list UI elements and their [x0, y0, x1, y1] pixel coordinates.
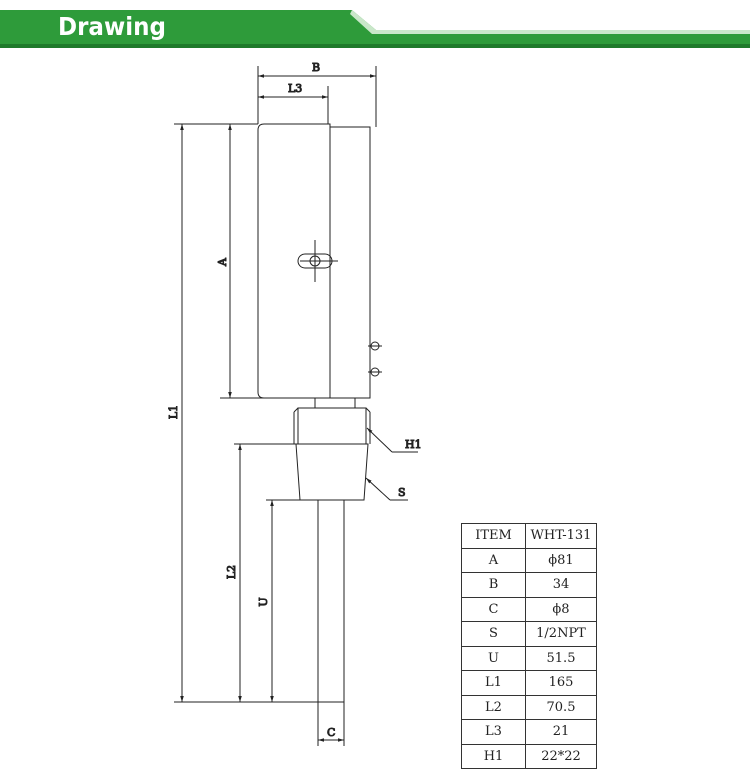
table-cell-item: L3 — [462, 720, 526, 745]
table-row — [462, 695, 597, 720]
dimension-u — [266, 500, 300, 702]
table-cell-value: 22*22 — [526, 744, 597, 769]
label-l1: L1 — [167, 404, 180, 420]
label-l2: L2 — [225, 564, 238, 580]
table-row — [462, 622, 597, 647]
page-title: Drawing — [58, 12, 166, 41]
dimension-l2 — [234, 444, 296, 702]
dimension-a — [220, 124, 298, 398]
table-cell-value: 34 — [526, 573, 597, 598]
table-cell-item: C — [462, 597, 526, 622]
spec-table — [461, 523, 597, 769]
header-item: ITEM — [462, 524, 526, 549]
table-cell-value: 1/2NPT — [526, 622, 597, 647]
label-l3: L3 — [288, 82, 303, 95]
table-row — [462, 744, 597, 769]
table-cell-value: 51.5 — [526, 646, 597, 671]
dimension-c — [318, 702, 344, 746]
reset-knob-icon — [298, 240, 338, 282]
dimension-l1 — [174, 124, 318, 702]
table-row — [462, 720, 597, 745]
hex-nut — [294, 398, 370, 444]
table-row — [462, 646, 597, 671]
table-cell-item: S — [462, 622, 526, 647]
table-cell-item: U — [462, 646, 526, 671]
table-row — [462, 573, 597, 598]
table-row — [462, 548, 597, 573]
table-cell-value: ϕ8 — [526, 597, 597, 622]
label-s: S — [398, 486, 406, 499]
label-h1: H1 — [405, 438, 422, 451]
table-cell-item: B — [462, 573, 526, 598]
table-cell-item: L1 — [462, 671, 526, 696]
table-cell-item: A — [462, 548, 526, 573]
table-row — [462, 671, 597, 696]
table-cell-item: L2 — [462, 695, 526, 720]
label-a: A — [216, 258, 229, 266]
label-b: B — [312, 61, 321, 74]
sensor-stem — [318, 500, 344, 702]
label-c: C — [327, 726, 336, 739]
table-cell-value: 70.5 — [526, 695, 597, 720]
table-cell-value: ϕ81 — [526, 548, 597, 573]
header-model: WHT-131 — [526, 524, 597, 549]
table-cell-item: H1 — [462, 744, 526, 769]
table-cell-value: 165 — [526, 671, 597, 696]
table-cell-value: 21 — [526, 720, 597, 745]
table-row — [462, 597, 597, 622]
npt-thread — [296, 444, 368, 500]
table-header-row — [462, 524, 597, 549]
label-u: U — [257, 597, 270, 607]
